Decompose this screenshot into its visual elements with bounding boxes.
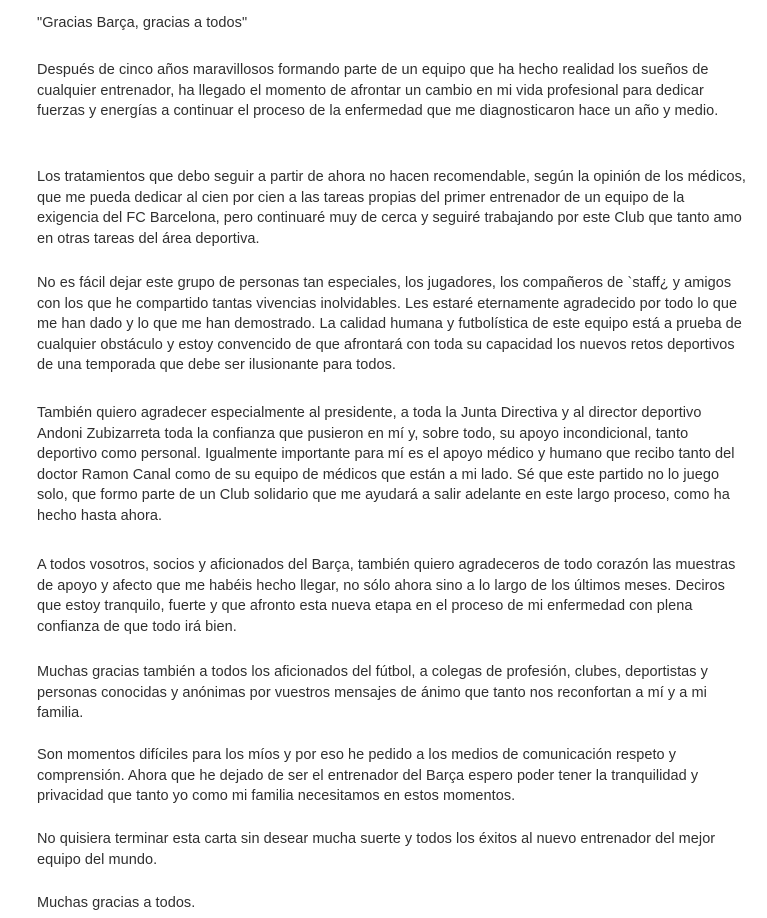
paragraph-2: Los tratamientos que debo seguir a partir de ahora no hacen recomendable, según la opinión de los médicos, que me pueda dedicar al cien por cien a las tareas propias del primer entrenador de un equipo de la exigencia del FC Barcelona, pero continuaré muy de cerca y seguiré trabajando por este Club que tanto amo en otras tareas del área deportiva.: [37, 169, 747, 247]
paragraph-6: Muchas gracias también a todos los aficionados del fútbol, a colegas de profesión, clubes, deportistas y personas conocidas y anónimas por vuestros mensajes de ánimo que tanto nos reconfortan a mí y a mi familia.: [37, 664, 708, 721]
paragraph-3: No es fácil dejar este grupo de personas tan especiales, los jugadores, los compañeros de `staff¿ y amigos con los que he compartido tantas vivencias inolvidables. Les estaré eternamente agradecido por todo lo que me han dado y lo que me han demostrado. La calidad humana y futbolística de este equipo está a prueba de cualquier obstáculo y estoy convencido de que afrontará con toda su capacidad los nuevos retos deportivos de una temporada que debe ser ilusionante para todos.: [37, 275, 742, 373]
paragraph-7: Son momentos difíciles para los míos y por eso he pedido a los medios de comunicación respeto y comprensión. Ahora que he dejado de ser el entrenador del Barça espero poder tener la tranquilidad y privacidad que tanto yo como mi familia necesitamos en estos momentos.: [37, 747, 699, 804]
paragraph-8: No quisiera terminar esta carta sin desear mucha suerte y todos los éxitos al nuevo entrenador del mejor equipo del mundo.: [37, 831, 716, 868]
paragraph-5: A todos vosotros, socios y aficionados del Barça, también quiero agradeceros de todo corazón las muestras de apoyo y afecto que me habéis hecho llegar, no sólo ahora sino a lo largo de los últimos meses. Deciros que estoy tranquilo, fuerte y que afronto esta nueva etapa en el proceso de mi enfermedad con plena confianza de que todo irá bien.: [37, 557, 736, 635]
paragraph-4: También quiero agradecer especialmente al presidente, a toda la Junta Directiva y al director deportivo Andoni Zubizarreta toda la confianza que pusieron en mí y, sobre todo, su apoyo incondicional, tanto deportivo como personal. Igualmente importante para mí es el apoyo médico y humano que recibo tanto del doctor Ramon Canal como de su equipo de médicos que están a mi lado. Sé que este partido no lo juego solo, que formo parte de un Club solidario que me ayudará a salir adelante en este largo proceso, como ha hecho hasta ahora.: [37, 405, 735, 524]
closing-line: Muchas gracias a todos.: [37, 895, 196, 911]
paragraph-1: Después de cinco años maravillosos formando parte de un equipo que ha hecho realidad los sueños de cualquier entrenador, ha llegado el momento de afrontar un cambio en mi vida profesional para dedicar fuerzas y energías a continuar el proceso de la enfermedad que me diagnosticaron hace un año y medio.: [37, 62, 719, 119]
letter-title: "Gracias Barça, gracias a todos": [37, 15, 248, 31]
